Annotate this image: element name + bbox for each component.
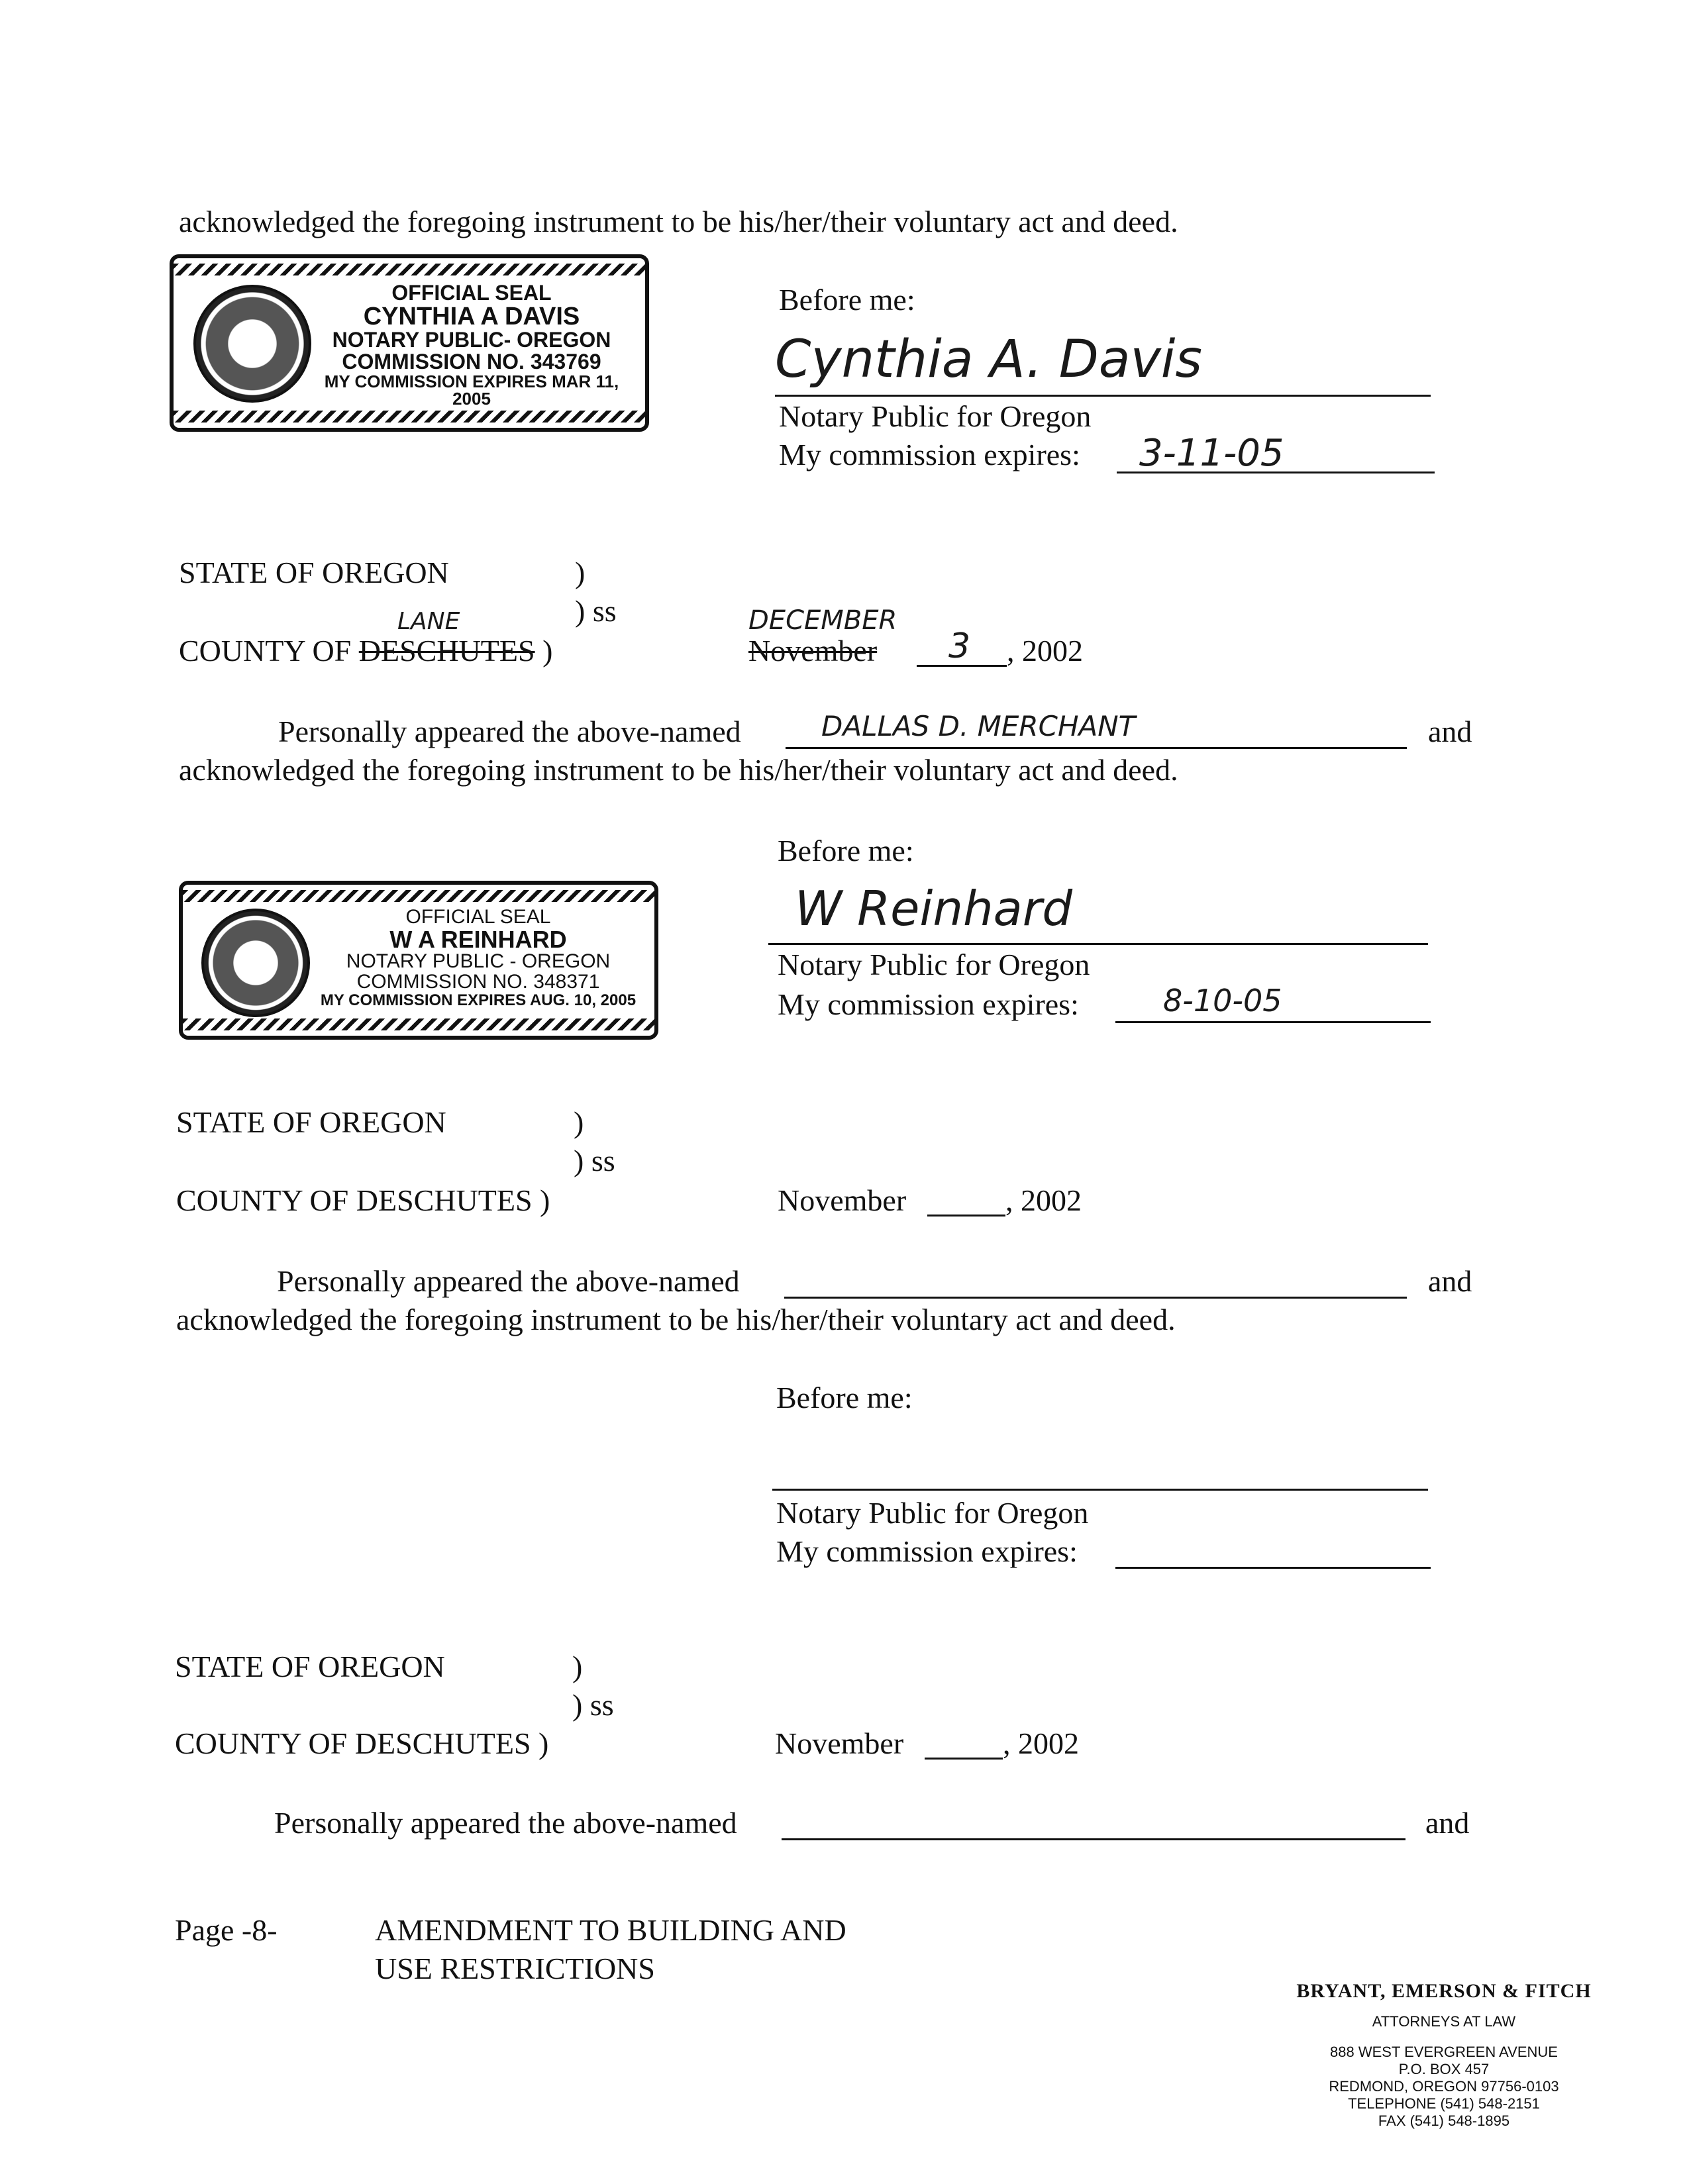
document-title-line-1: AMENDMENT TO BUILDING AND — [375, 1913, 846, 1947]
notary-seal-reinhard — [179, 881, 658, 1040]
seal2-expires: MY COMMISSION EXPIRES AUG. 10, 2005 — [320, 991, 637, 1009]
and-label-3: and — [1428, 1264, 1472, 1298]
county-label-4: COUNTY OF DESCHUTES ) — [175, 1726, 549, 1760]
firm-fax: FAX (541) 548-1895 — [1378, 2112, 1510, 2129]
seal1-commission: COMMISSION NO. 343769 — [342, 350, 601, 373]
state-paren-2: ) — [575, 556, 586, 589]
seal2-border-bottom — [183, 1018, 654, 1030]
county-label-3: COUNTY OF DESCHUTES ) — [176, 1183, 550, 1217]
commission-expires-label-3: My commission expires: — [776, 1534, 1078, 1568]
ack-line-2: acknowledged the foregoing instrument to be his/her/their voluntary act and deed. — [179, 753, 1178, 787]
before-me-label-2: Before me: — [778, 834, 914, 868]
notary-seal-davis — [170, 254, 649, 432]
date-prefix-4: November — [775, 1726, 904, 1760]
state-label-2: STATE OF OREGON — [179, 556, 449, 589]
state-paren-3: ) — [574, 1105, 584, 1139]
state-seal-emblem — [193, 285, 311, 403]
document-title-line-2: USE RESTRICTIONS — [375, 1952, 655, 1985]
commission-expires-line-3 — [1115, 1567, 1431, 1569]
month-handwritten-2: DECEMBER — [748, 605, 897, 636]
county-handwritten-2: LANE — [397, 608, 460, 635]
signature-line-3 — [772, 1489, 1428, 1491]
and-label-4: and — [1425, 1806, 1470, 1840]
seal2-title: OFFICIAL SEAL — [405, 906, 551, 928]
notary-signature-reinhard: W Reinhard — [795, 881, 1073, 936]
ack-line-1: acknowledged the foregoing instrument to be his/her/their voluntary act and deed. — [179, 205, 1178, 238]
seal-border-bottom — [174, 411, 645, 422]
firm-telephone: TELEPHONE (541) 548-2151 — [1348, 2095, 1540, 2112]
state-paren-4: ) — [572, 1650, 583, 1683]
year-4: , 2002 — [1003, 1726, 1079, 1760]
day-handwritten-2: 3 — [948, 626, 971, 666]
ss-label-4: ) ss — [572, 1688, 614, 1722]
day-line-4 — [925, 1758, 1003, 1760]
appeared-label-2: Personally appeared the above-named — [278, 715, 741, 748]
before-me-label-3: Before me: — [776, 1381, 913, 1415]
signature-line-1 — [775, 395, 1431, 397]
firm-subtitle: ATTORNEYS AT LAW — [1372, 2013, 1516, 2030]
seal2-name: W A REINHARD — [389, 925, 567, 953]
commission-expires-value-2: 8-10-05 — [1163, 983, 1282, 1018]
seal1-name: CYNTHIA A DAVIS — [363, 302, 580, 330]
month-struck-2: November — [748, 634, 878, 668]
seal1-expires: MY COMMISSION EXPIRES MAR 11, 2005 — [324, 371, 619, 409]
year-3: , 2002 — [1005, 1183, 1082, 1217]
seal1-role: NOTARY PUBLIC- OREGON — [332, 328, 611, 352]
state-label-4: STATE OF OREGON — [175, 1650, 445, 1683]
law-firm-letterhead — [1258, 1980, 1629, 2130]
name-line-3 — [784, 1297, 1407, 1299]
signature-line-2 — [768, 943, 1428, 945]
ss-label-2: ) ss — [575, 594, 617, 628]
appeared-label-3: Personally appeared the above-named — [277, 1264, 740, 1298]
name-line-4 — [782, 1838, 1405, 1840]
firm-address-3: REDMOND, OREGON 97756-0103 — [1329, 2078, 1559, 2095]
county-prefix-2: COUNTY OF — [179, 634, 352, 668]
page-number: Page -8- — [175, 1913, 278, 1947]
state-label-3: STATE OF OREGON — [176, 1105, 446, 1139]
commission-expires-line-2 — [1115, 1021, 1431, 1023]
year-2: , 2002 — [1007, 634, 1083, 668]
date-prefix-3: November — [778, 1183, 907, 1217]
appeared-label-4: Personally appeared the above-named — [274, 1806, 737, 1840]
day-line-3 — [927, 1215, 1005, 1216]
name-line-2 — [786, 747, 1407, 749]
firm-address-2: P.O. BOX 457 — [1398, 2061, 1490, 2077]
name-handwritten-2: DALLAS D. MERCHANT — [821, 710, 1136, 742]
ss-label-3: ) ss — [574, 1144, 615, 1177]
seal1-title: OFFICIAL SEAL — [391, 281, 552, 305]
county-close-2: ) — [542, 634, 553, 668]
seal-border-top — [174, 264, 645, 275]
state-seal-emblem-2 — [201, 909, 310, 1017]
and-label-2: and — [1428, 715, 1472, 748]
county-struck-2: DESCHUTES — [358, 634, 535, 668]
commission-expires-label-2: My commission expires: — [778, 987, 1079, 1021]
seal2-commission: COMMISSION NO. 348371 — [356, 970, 600, 993]
ack-line-3: acknowledged the foregoing instrument to be his/her/their voluntary act and deed. — [176, 1303, 1176, 1336]
firm-address-1: 888 WEST EVERGREEN AVENUE — [1330, 2044, 1558, 2060]
notary-title-3: Notary Public for Oregon — [776, 1496, 1089, 1530]
notary-signature-davis: Cynthia A. Davis — [775, 330, 1203, 389]
before-me-label-1: Before me: — [779, 283, 915, 317]
notary-title-1: Notary Public for Oregon — [779, 399, 1092, 433]
commission-expires-value-1: 3-11-05 — [1139, 432, 1284, 475]
firm-name: BRYANT, EMERSON & FITCH — [1296, 1980, 1592, 2002]
commission-expires-label-1: My commission expires: — [779, 438, 1080, 472]
seal2-border-top — [183, 890, 654, 902]
seal2-role: NOTARY PUBLIC - OREGON — [346, 950, 611, 973]
notary-title-2: Notary Public for Oregon — [778, 948, 1090, 981]
